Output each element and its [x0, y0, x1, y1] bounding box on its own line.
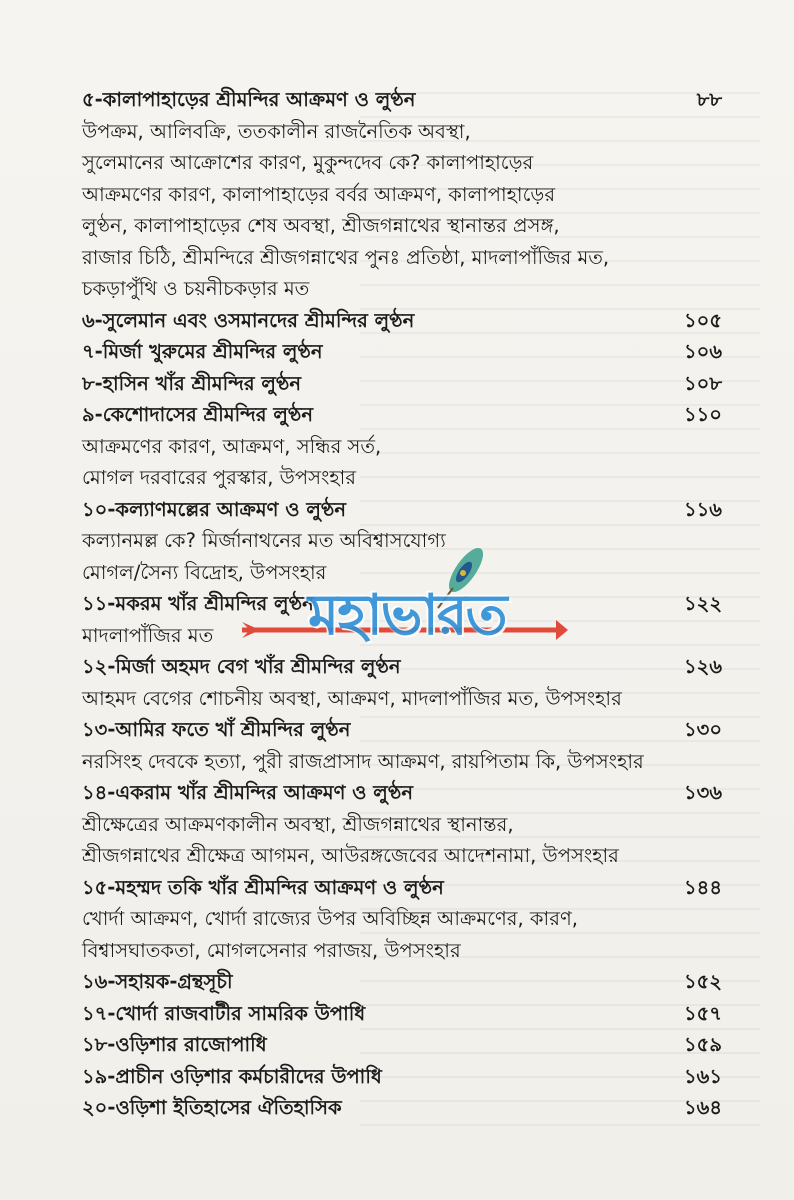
watermark-logo — [238, 530, 568, 670]
toc-entry-text: শ্রীক্ষেত্রের আক্রমণকালীন অবস্থা, শ্রীজগন্নাথের স্থানান্তর, — [82, 812, 514, 836]
toc-entry-text: ৯-কেশোদাসের শ্রীমন্দির লুণ্ঠন — [82, 403, 313, 426]
toc-entry-text: উপক্রম, আলিবক্রি, ততকালীন রাজনৈতিক অবস্থা, — [82, 119, 471, 143]
toc-entry-text: লুণ্ঠন, কালাপাহাড়ের শেষ অবস্থা, শ্রীজগন্নাথের স্থানান্তর প্রসঙ্গ, — [82, 214, 560, 237]
toc-chapter-row — [82, 777, 722, 809]
toc-entry-text: আক্রমণের কারণ, আক্রমণ, সন্ধির সর্ত, — [82, 434, 382, 458]
toc-entry-text: ২০-ওড়িশা ইতিহাসের ঐতিহাসিক — [82, 1096, 342, 1119]
toc-entry-text: ১০-কল্যাণমল্লের আক্রমণ ও লুণ্ঠন — [82, 497, 347, 521]
toc-entry-text: ১৭-খোর্দা রাজবাটীর সামরিক উপাধি — [82, 1001, 366, 1025]
toc-page-number: ১৩০ — [683, 718, 722, 741]
toc-page-number: ১০৫ — [684, 308, 722, 332]
toc-entry-text: আক্রমণের কারণ, কালাপাহাড়ের বর্বর আক্রমণ, কালাপাহাড়ের — [82, 182, 556, 206]
toc-page-number: ১৫২ — [684, 970, 722, 993]
watermark-wordmark: মহাভারত — [308, 583, 506, 648]
toc-page-number: ৮৮ — [696, 88, 722, 111]
toc-entry-text: ১২-মির্জা অহমদ বেগ খাঁর শ্রীমন্দির লুণ্ঠন — [82, 655, 401, 678]
toc-subtopic-row — [82, 179, 722, 211]
toc-entry-text: শ্রীজগন্নাথের শ্রীক্ষেত্র আগমন, আউরঙ্গজেবের আদেশনামা, উপসংহার — [82, 844, 619, 867]
toc-chapter-row — [82, 305, 722, 337]
toc-subtopic-row — [82, 935, 722, 967]
toc-entry-text: বিশ্বাসঘাতকতা, মোগলসেনার পরাজয়, উপসংহার — [82, 938, 461, 962]
toc-entry-text: মাদলাপাঁজির মত — [82, 623, 214, 647]
toc-entry-text: মোগল/সৈন্য বিদ্রোহ, উপসংহার — [82, 560, 327, 584]
toc-page-number: ১০৬ — [683, 340, 722, 363]
toc-entry-text: মোগল দরবারের পুরস্কার, উপসংহার — [82, 466, 356, 489]
toc-subtopic-row — [82, 116, 722, 148]
toc-entry-text: ৭-মির্জা খুরুমের শ্রীমন্দির লুণ্ঠন — [82, 340, 323, 363]
toc-chapter-row — [82, 399, 722, 431]
toc-entry-text: ৮-হাসিন খাঁর শ্রীমন্দির লুণ্ঠন — [82, 371, 302, 395]
toc-chapter-row — [82, 336, 722, 368]
toc-entry-text: ১১-মকরম খাঁর শ্রীমন্দির লুণ্ঠন — [82, 592, 314, 615]
toc-entry-text: ১৯-প্রাচীন ওড়িশার কর্মচারীদের উপাধি — [82, 1064, 382, 1088]
toc-entry-text: খোর্দা আক্রমণ, খোর্দা রাজ্যের উপর অবিচ্ছিন্ন আক্রমণের, কারণ, — [82, 907, 578, 930]
toc-page-number: ১১০ — [684, 403, 722, 426]
toc-entry-text: ১৫-মহম্মদ তকি খাঁর শ্রীমন্দির আক্রমণ ও লুণ্ঠন — [82, 875, 444, 899]
toc-page-number: ১৫৯ — [684, 1033, 722, 1056]
toc-entry-text: ৫-কালাপাহাড়ের শ্রীমন্দির আক্রমণ ও লুণ্ঠন — [82, 88, 416, 111]
toc-page-number: ১২৬ — [683, 655, 722, 678]
toc-page-number: ১৪৪ — [684, 875, 722, 899]
toc-subtopic-row — [82, 242, 722, 274]
toc-chapter-row — [82, 998, 722, 1030]
toc-entry-text: ১৮-ওড়িশার রাজোপাধি — [82, 1033, 267, 1056]
toc-entry-text: সুলেমানের আক্রোশের কারণ, মুকুন্দদেব কে? কালাপাহাড়ের — [82, 151, 534, 174]
toc-subtopic-row — [82, 210, 722, 242]
toc-page-number: ১১৬ — [684, 497, 722, 521]
toc-entry-text: আহমদ বেগের শোচনীয় অবস্থা, আক্রমণ, মাদলাপাঁজির মত, উপসংহার — [82, 686, 622, 710]
toc-chapter-row — [82, 1061, 722, 1093]
toc-page-number: ১২২ — [683, 592, 722, 615]
toc-subtopic-row — [82, 746, 722, 778]
toc-page-number: ১৬১ — [684, 1064, 722, 1088]
toc-subtopic-row — [82, 840, 722, 872]
toc-entry-text: ১৬-সহায়ক-গ্রন্থসূচী — [82, 970, 233, 993]
toc-entry-text: চকড়াপুঁথি ও চয়নীচকড়ার মত — [82, 277, 310, 300]
toc-page-number: ১৩৬ — [683, 781, 722, 804]
toc-chapter-row — [82, 966, 722, 998]
toc-entry-text: কল্যানমল্ল কে? মির্জানাথনের মত অবিশ্বাসযোগ্য — [82, 529, 446, 552]
toc-entry-text: ১৪-একরাম খাঁর শ্রীমন্দির আক্রমণ ও লুণ্ঠন — [82, 781, 413, 804]
toc-page-number: ১৫৭ — [684, 1001, 722, 1025]
toc-subtopic-row — [82, 462, 722, 494]
toc-subtopic-row — [82, 147, 722, 179]
toc-subtopic-row — [82, 273, 722, 305]
toc-subtopic-row — [82, 683, 722, 715]
toc-chapter-row — [82, 1092, 722, 1124]
toc-chapter-row — [82, 872, 722, 904]
toc-chapter-row — [82, 714, 722, 746]
toc-chapter-row — [82, 1029, 722, 1061]
toc-chapter-row — [82, 368, 722, 400]
toc-subtopic-row — [82, 809, 722, 841]
toc-chapter-row — [82, 494, 722, 526]
toc-entry-text: ৬-সুলেমান এবং ওসমানদের শ্রীমন্দির লুণ্ঠন — [82, 308, 415, 332]
toc-entry-text: রাজার চিঠি, শ্রীমন্দিরে শ্রীজগন্নাথের পুনঃ প্রতিষ্ঠা, মাদলাপাঁজির মত, — [82, 245, 610, 269]
toc-page-number: ১০৮ — [684, 371, 722, 395]
toc-entry-text: নরসিংহ দেবকে হত্যা, পুরী রাজপ্রাসাদ আক্রমণ, রায়পিতাম কি, উপসংহার — [82, 749, 644, 773]
toc-subtopic-row — [82, 431, 722, 463]
toc-entry-text: ১৩-আমির ফতে খাঁ শ্রীমন্দির লুণ্ঠন — [82, 718, 351, 741]
toc-page-number: ১৬৪ — [684, 1096, 722, 1119]
toc-chapter-row — [82, 84, 722, 116]
toc-subtopic-row — [82, 903, 722, 935]
